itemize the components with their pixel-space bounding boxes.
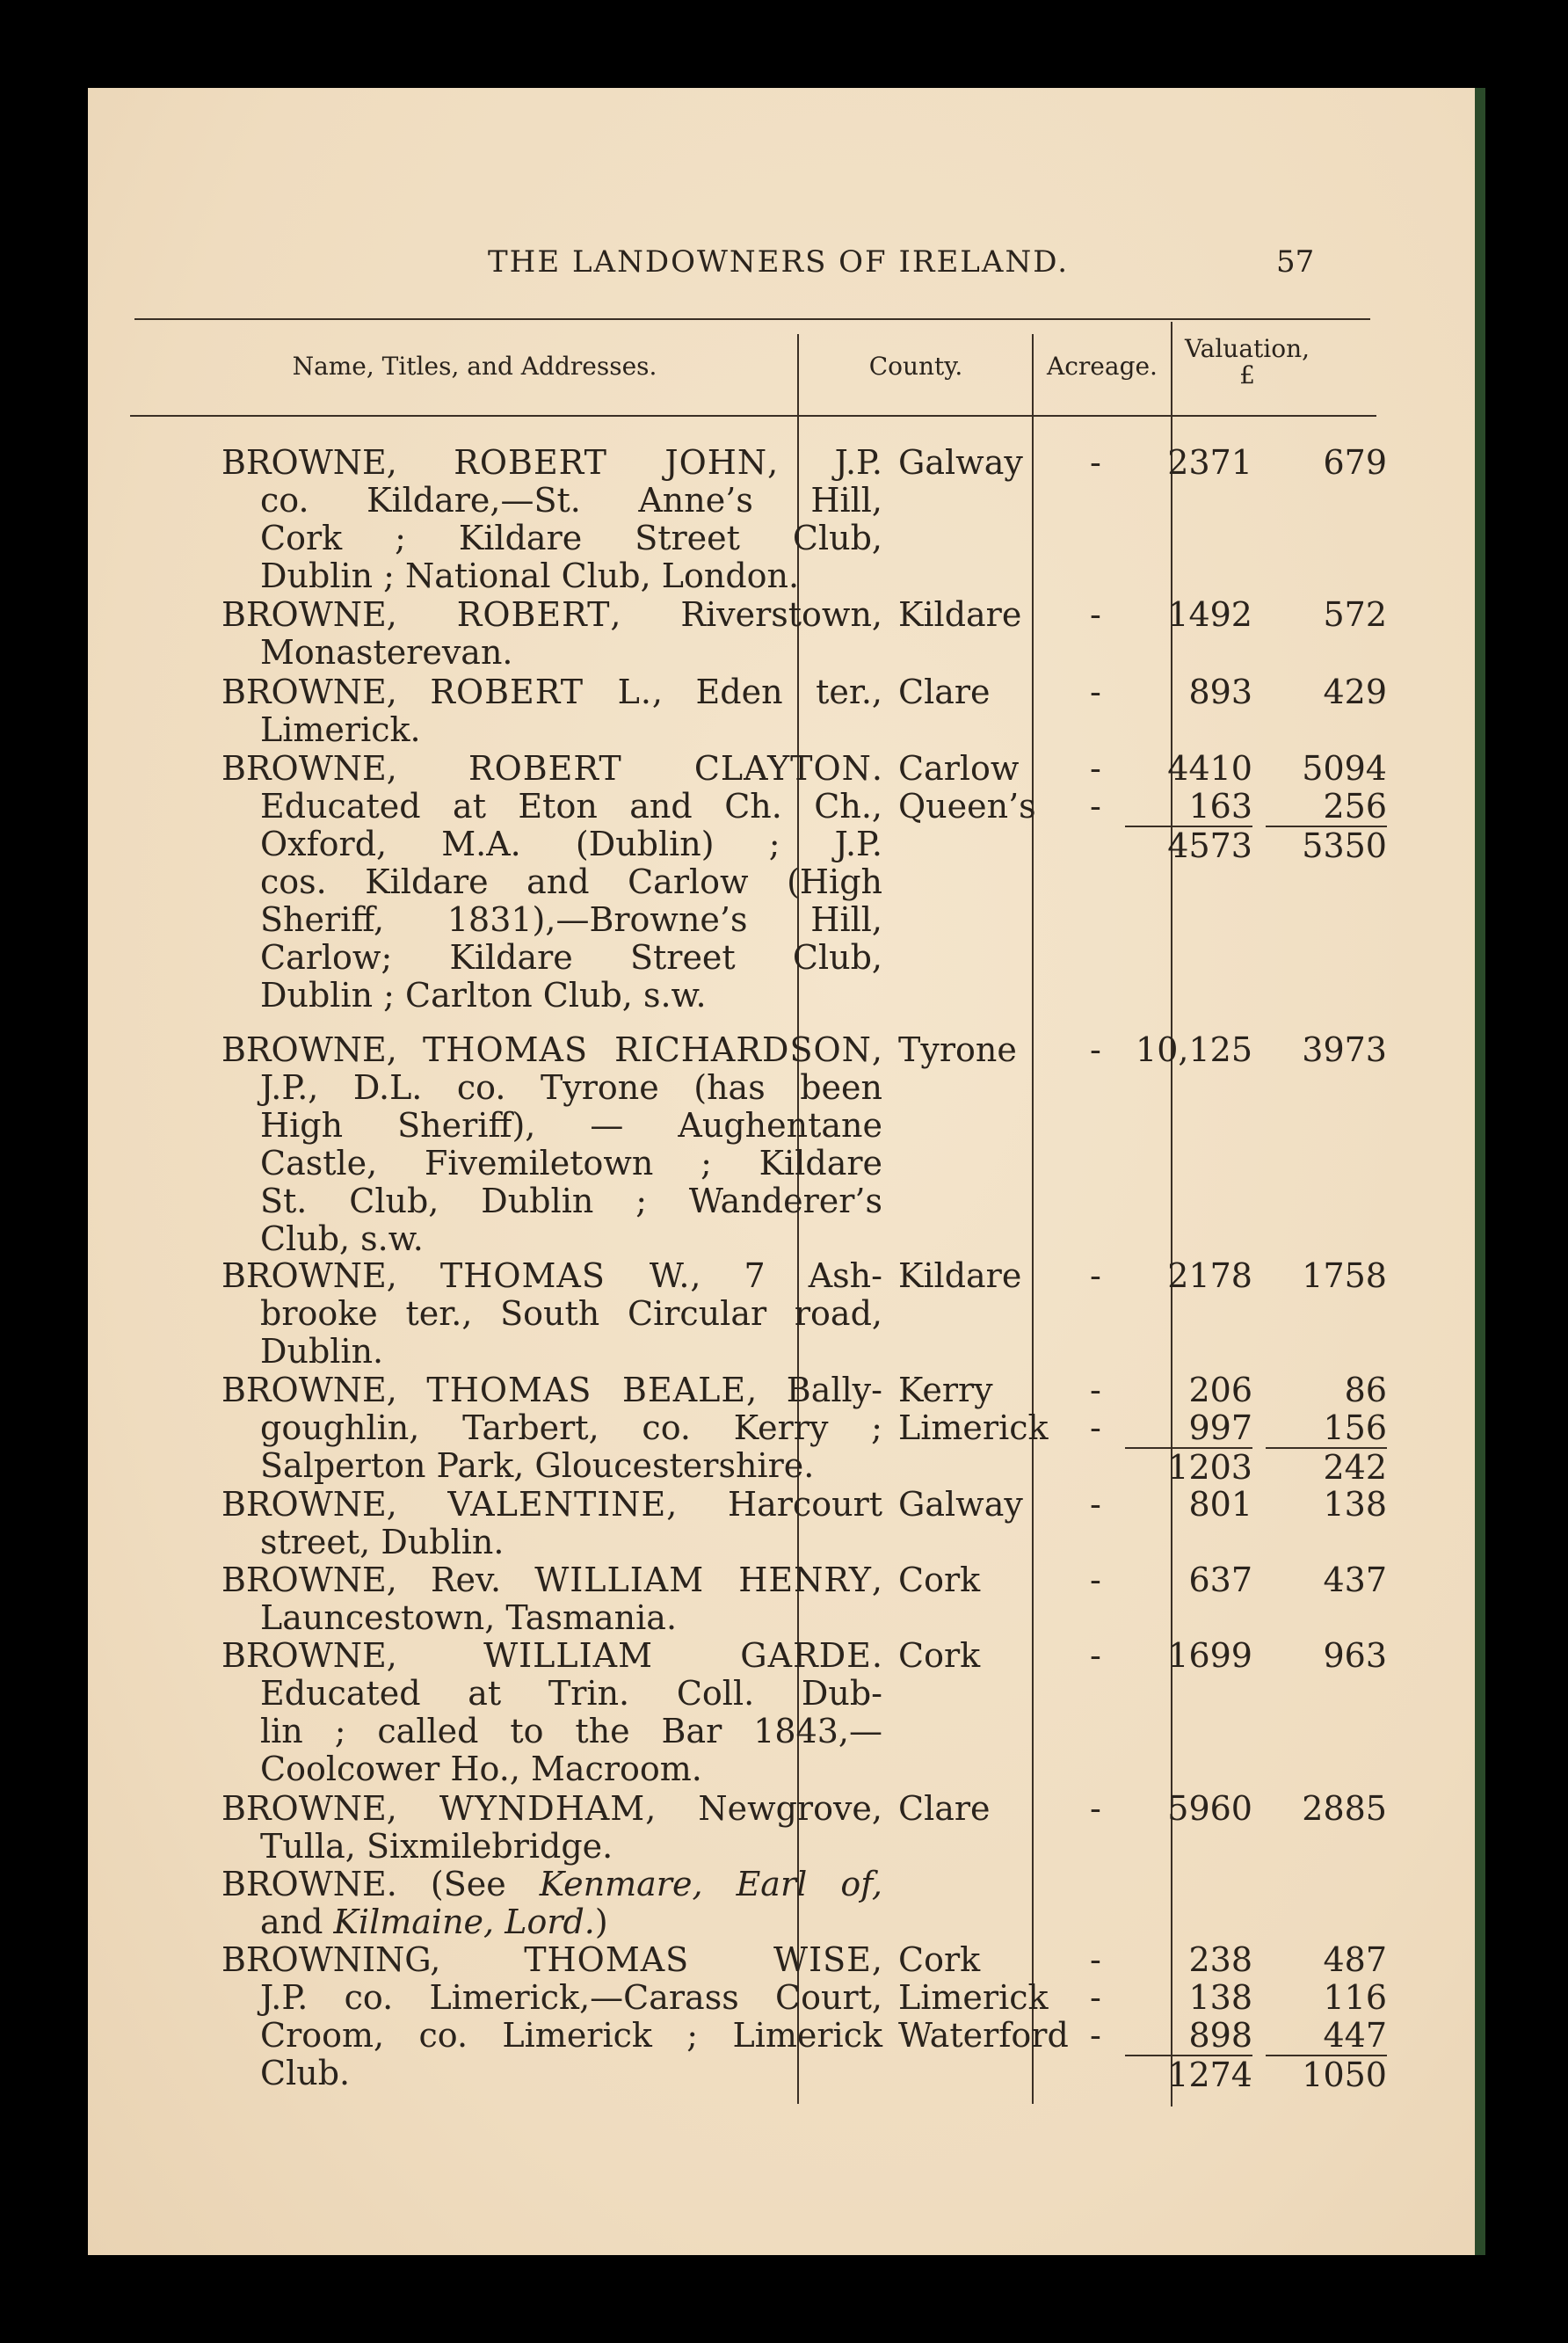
entry-surname: BROWNE,: [221, 1636, 484, 1675]
entry-line: Dublin.: [260, 1332, 384, 1371]
crossref-suffix: ): [594, 1903, 608, 1941]
entry-line: brooke ter., South Circular road,: [260, 1294, 882, 1333]
county-cell: Cork: [898, 1636, 981, 1675]
county-cell: Clare: [898, 673, 991, 711]
crossref-mid: and: [260, 1903, 334, 1941]
county-cell: Limerick: [898, 1978, 1049, 2017]
valuation-cell: 487: [1323, 1940, 1387, 1979]
entry-line: Sheriff, 1831),—Browne’s Hill,: [260, 900, 882, 939]
entry-line: Dublin ; National Club, London.: [260, 557, 800, 595]
crossref-title-1: Kenmare, Earl of,: [539, 1865, 882, 1903]
valuation-cell: 679: [1323, 443, 1387, 482]
dash-leader: -: [1090, 1030, 1101, 1069]
entry-forenames: ROBERT L.: [430, 673, 652, 711]
entry-suffix: , Newgrove,: [645, 1789, 882, 1828]
dash-leader: -: [1090, 1561, 1101, 1599]
entry-suffix: ,: [871, 1940, 882, 1979]
county-cell: Cork: [898, 1561, 981, 1599]
entry-surname: BROWNE,: [221, 1485, 448, 1524]
acreage-total: 1274: [1125, 2055, 1252, 2094]
entry-line: [221, 1372, 882, 1409]
dash-leader: -: [1090, 1940, 1101, 1979]
entry-suffix: .: [871, 1636, 882, 1675]
column-header-valuation: [1174, 336, 1320, 389]
page-number: 57: [1276, 244, 1315, 280]
entry-surname: BROWNE,: [221, 595, 457, 634]
crossref-prefix: BROWNE. (See: [221, 1865, 540, 1903]
acreage-cell: 238: [1188, 1940, 1252, 1979]
dash-leader: -: [1090, 1408, 1101, 1447]
entry-line: High Sheriff), — Aughentane: [260, 1106, 882, 1145]
entry: [221, 673, 882, 749]
county-cell: Cork: [898, 1940, 981, 1979]
county-cell: Kerry: [898, 1371, 993, 1409]
county-cell: Queen’s: [898, 787, 1036, 826]
entry-forenames: THOMAS W.: [439, 1256, 691, 1295]
valuation-cell: 429: [1323, 673, 1387, 711]
dash-leader: -: [1090, 595, 1101, 634]
entry-line: Salperton Park, Gloucestershire.: [260, 1446, 815, 1485]
entry-line: [221, 1903, 882, 1941]
entry-surname: BROWNE,: [221, 1371, 427, 1409]
acreage-cell: 5960: [1167, 1789, 1252, 1828]
valuation-cell: 3973: [1302, 1030, 1387, 1069]
entry-line: [221, 673, 882, 711]
book-spine-edge: [1475, 88, 1485, 2255]
entry: [221, 1637, 882, 1788]
entry-suffix: ,: [871, 1030, 882, 1069]
county-cell: Galway: [898, 1485, 1023, 1524]
acreage-cell: 138: [1188, 1978, 1252, 2017]
entry: [221, 1561, 882, 1637]
entry-line: Tulla, Sixmilebridge.: [260, 1827, 613, 1866]
valuation-cell: 1758: [1302, 1256, 1387, 1295]
entry-line: [221, 1561, 882, 1599]
running-head: [88, 244, 1475, 280]
entry-line: [221, 1257, 882, 1295]
header-rule-bottom: [130, 415, 1376, 417]
acreage-cell: 1699: [1167, 1636, 1252, 1675]
entry-line: Monasterevan.: [260, 633, 513, 672]
entry-line: Castle, Fivemiletown ; Kildare: [260, 1144, 882, 1182]
dash-leader: -: [1090, 1371, 1101, 1409]
header-rule-top: [134, 318, 1370, 320]
entry-forenames: THOMAS RICHARDSON: [422, 1030, 872, 1069]
entry-forenames: VALENTINE: [447, 1485, 667, 1524]
entry-line: [221, 1486, 882, 1524]
entry-line: Limerick.: [260, 710, 421, 749]
acreage-cell: 2371: [1167, 443, 1252, 482]
column-header-county: County.: [868, 352, 963, 381]
valuation-total: 1050: [1266, 2055, 1387, 2094]
valuation-cell: 2885: [1302, 1789, 1387, 1828]
acreage-cell: 637: [1188, 1561, 1252, 1599]
entry: [221, 1941, 882, 2092]
entry-line: [221, 596, 882, 634]
acreage-cell: 997: [1188, 1408, 1252, 1447]
entry-surname: BROWNE,: [221, 1789, 439, 1828]
entry: [221, 1257, 882, 1371]
dash-leader: -: [1090, 673, 1101, 711]
dash-leader: -: [1090, 1636, 1101, 1675]
valuation-cell: 116: [1323, 1978, 1387, 2017]
entry-suffix: .: [871, 749, 882, 788]
county-cell: Carlow: [898, 749, 1020, 788]
valuation-label: Valuation,: [1184, 334, 1310, 363]
dash-leader: -: [1090, 1978, 1101, 2017]
acreage-total: 4573: [1125, 826, 1252, 865]
acreage-cell: 163: [1188, 787, 1252, 826]
entry-line: Coolcower Ho., Macroom.: [260, 1750, 702, 1788]
book-page: [88, 88, 1475, 2255]
entry: [221, 1372, 882, 1485]
column-header-acreage: Acreage.: [1047, 352, 1158, 381]
entry-line: Cork ; Kildare Street Club,: [260, 519, 882, 557]
valuation-cell: 963: [1323, 1636, 1387, 1675]
valuation-cell: 138: [1323, 1485, 1387, 1524]
county-cell: Galway: [898, 443, 1023, 482]
entry-line: [221, 1866, 882, 1903]
entry-line: [221, 1637, 882, 1675]
county-cell: Kildare: [898, 1256, 1022, 1295]
entry-line: [221, 1790, 882, 1828]
dash-leader: -: [1090, 443, 1101, 482]
entry-surname: BROWNE,: [221, 443, 454, 482]
valuation-total: 5350: [1266, 826, 1387, 865]
acreage-cell: 898: [1188, 2016, 1252, 2055]
county-cell: Tyrone: [898, 1030, 1017, 1069]
entry-forenames: WYNDHAM: [439, 1789, 646, 1828]
entry-line: Croom, co. Limerick ; Limerick: [260, 2016, 882, 2055]
entry-line: Launcestown, Tasmania.: [260, 1598, 678, 1637]
entry-forenames: ROBERT JOHN: [454, 443, 768, 482]
valuation-unit: £: [1239, 360, 1255, 389]
entry: [221, 1866, 882, 1941]
entry-forenames: WILLIAM HENRY: [534, 1561, 872, 1599]
entry-suffix: , Bally-: [746, 1371, 882, 1409]
acreage-cell: 1492: [1167, 595, 1252, 634]
county-cell: Kildare: [898, 595, 1022, 634]
entry: [221, 444, 882, 595]
entry-line: J.P., D.L. co. Tyrone (has been: [260, 1068, 882, 1107]
entry-line: Oxford, M.A. (Dublin) ; J.P.: [260, 825, 882, 863]
valuation-cell: 572: [1323, 595, 1387, 634]
entry-line: co. Kildare,—St. Anne’s Hill,: [260, 481, 882, 520]
entry-line: [221, 1941, 882, 1979]
entry-forenames: ROBERT CLAYTON: [468, 749, 872, 788]
entry: [221, 1486, 882, 1561]
valuation-total: 242: [1266, 1447, 1387, 1487]
county-cell: Limerick: [898, 1408, 1049, 1447]
valuation-cell: 5094: [1302, 749, 1387, 788]
valuation-cell: 256: [1323, 787, 1387, 826]
running-title: THE LANDOWNERS OF IRELAND.: [488, 244, 1070, 280]
entry: [221, 596, 882, 672]
entry-suffix: , Riverstown,: [610, 595, 882, 634]
entry-line: [221, 444, 882, 482]
entry-surname: BROWNE,: [221, 673, 431, 711]
entry-surname: BROWNE,: [221, 1256, 440, 1295]
dash-leader: -: [1090, 1789, 1101, 1828]
entry-suffix: , Harcourt: [666, 1485, 882, 1524]
entry: [221, 750, 882, 1015]
entry-surname: BROWNE,: [221, 1030, 423, 1069]
acreage-cell: 893: [1188, 673, 1252, 711]
entry-line: goughlin, Tarbert, co. Kerry ;: [260, 1408, 882, 1447]
entry-forenames: THOMAS WISE: [524, 1940, 872, 1979]
entry-surname: BROWNE, Rev.: [221, 1561, 535, 1599]
dash-leader: -: [1090, 787, 1101, 826]
dash-leader: -: [1090, 1256, 1101, 1295]
entry-line: Educated at Trin. Coll. Dub-: [260, 1674, 882, 1713]
dash-leader: -: [1090, 749, 1101, 788]
entry-forenames: ROBERT: [456, 595, 611, 634]
column-rule-3: [1171, 322, 1172, 2107]
county-cell: Clare: [898, 1789, 991, 1828]
entry-line: Club.: [260, 2054, 351, 2092]
entry-surname: BROWNE,: [221, 749, 468, 788]
entry-line: J.P. co. Limerick,—Carass Court,: [260, 1978, 882, 2017]
entry-forenames: THOMAS BEALE: [426, 1371, 747, 1409]
entry-line: street, Dublin.: [260, 1523, 505, 1561]
valuation-cell: 156: [1323, 1408, 1387, 1447]
acreage-cell: 2178: [1167, 1256, 1252, 1295]
acreage-cell: 206: [1188, 1371, 1252, 1409]
entry-line: [221, 750, 882, 788]
dash-leader: -: [1090, 2016, 1101, 2055]
column-header-name: Name, Titles, and Addresses.: [292, 352, 657, 381]
entry-line: Carlow; Kildare Street Club,: [260, 938, 882, 977]
county-cell: Waterford: [898, 2016, 1069, 2055]
valuation-cell: 437: [1323, 1561, 1387, 1599]
entry-surname: BROWNING,: [221, 1940, 525, 1979]
entry-line: Dublin ; Carlton Club, s.w.: [260, 976, 707, 1015]
entry-suffix: , Eden ter.,: [651, 673, 882, 711]
acreage-cell: 801: [1188, 1485, 1252, 1524]
dash-leader: -: [1090, 1485, 1101, 1524]
entry-line: Club, s.w.: [260, 1219, 424, 1258]
acreage-cell: 10,125: [1136, 1030, 1252, 1069]
entry-suffix: , J.P.: [767, 443, 882, 482]
entry: [221, 1031, 882, 1258]
valuation-cell: 447: [1323, 2016, 1387, 2055]
entry-line: lin ; called to the Bar 1843,—: [260, 1712, 882, 1750]
entry-line: St. Club, Dublin ; Wanderer’s: [260, 1182, 882, 1220]
entry-line: [221, 1031, 882, 1069]
entry-forenames: WILLIAM GARDE: [483, 1636, 872, 1675]
acreage-total: 1203: [1125, 1447, 1252, 1487]
acreage-cell: 4410: [1167, 749, 1252, 788]
entry-suffix: ,: [871, 1561, 882, 1599]
crossref-title-2: Kilmaine, Lord.: [333, 1903, 595, 1941]
valuation-cell: 86: [1344, 1371, 1387, 1409]
entry-suffix: , 7 Ash-: [690, 1256, 882, 1295]
entry-line: Educated at Eton and Ch. Ch.,: [260, 787, 882, 826]
entry: [221, 1790, 882, 1866]
entry-line: cos. Kildare and Carlow (High: [260, 862, 882, 901]
